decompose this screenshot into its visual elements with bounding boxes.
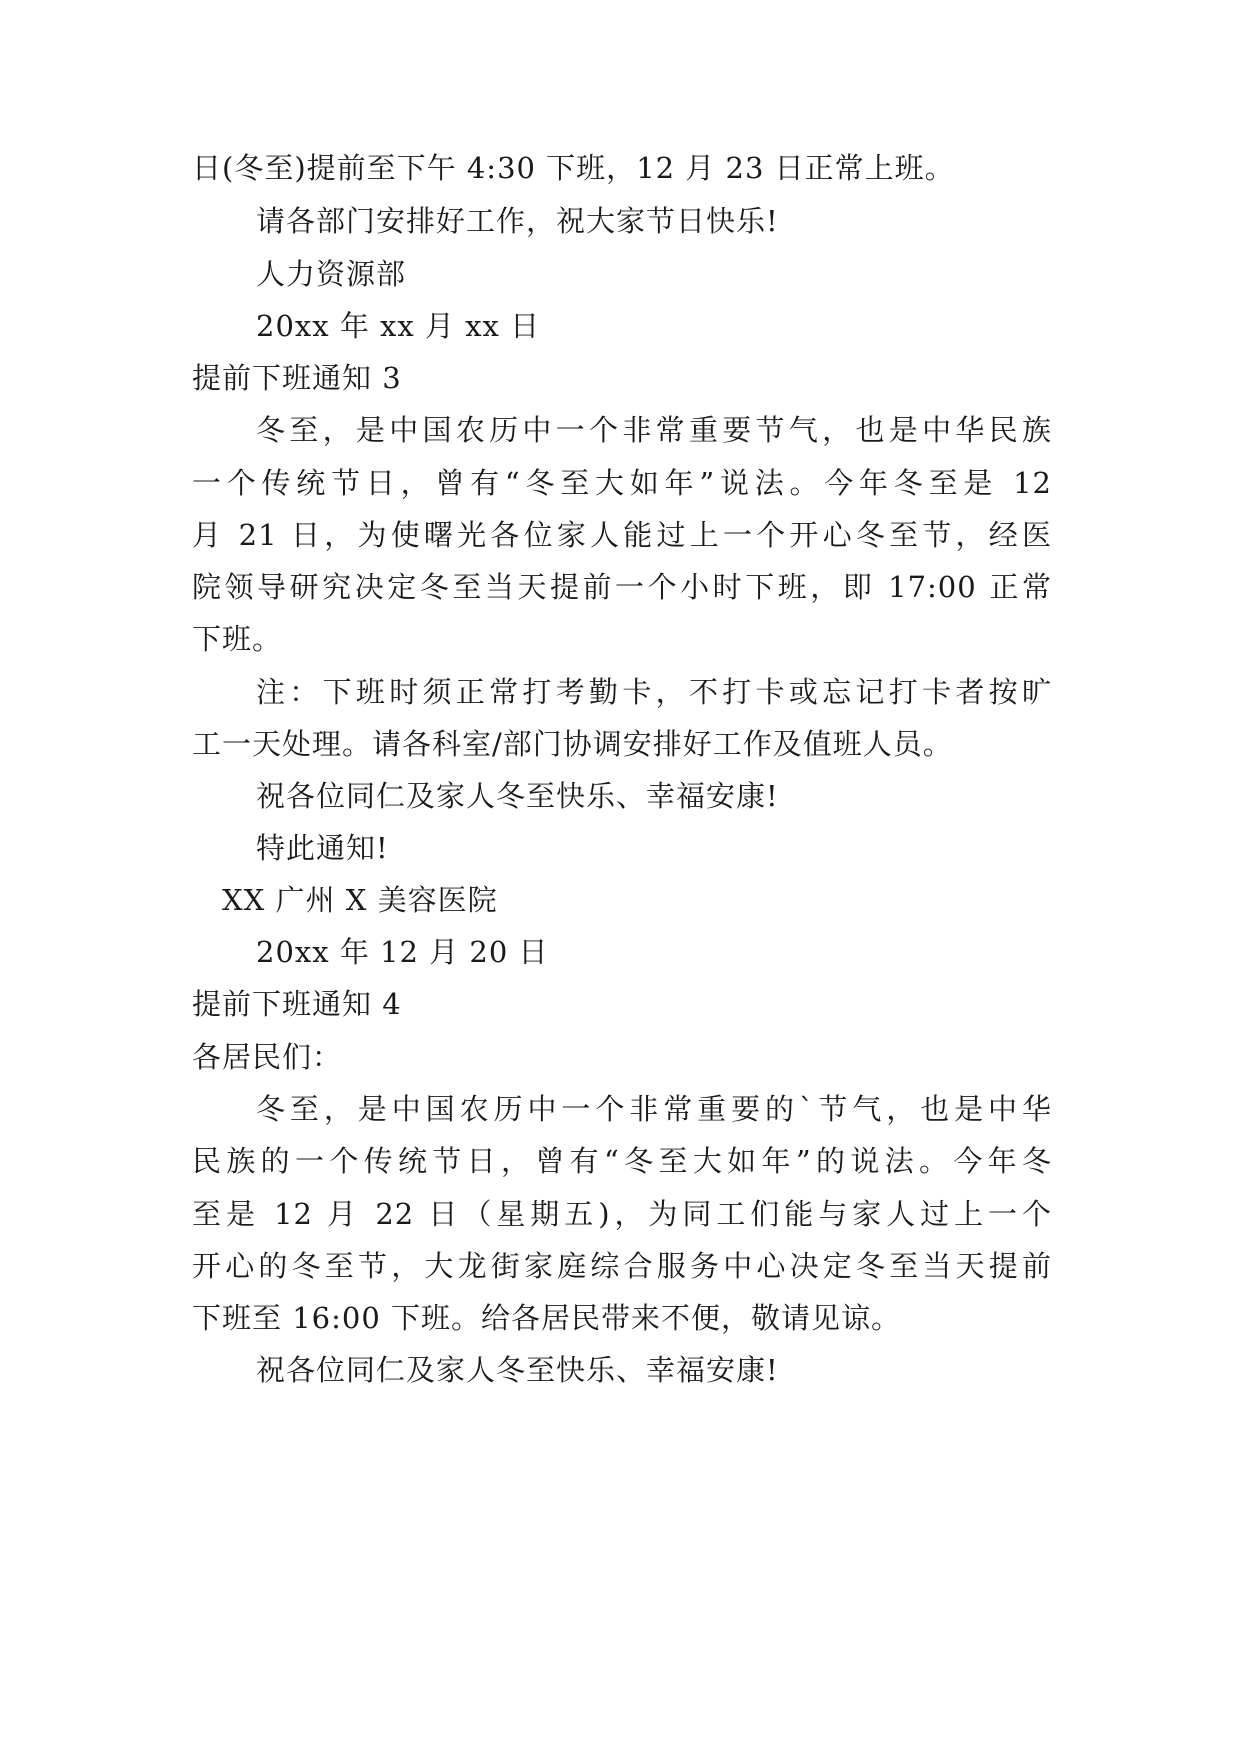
wishes-line-2: 祝各位同仁及家人冬至快乐、幸福安康! [256,1353,779,1387]
paragraph-line-8: 月 21 日，为使曙光各位家人能过上一个开心冬至节，经医 [192,518,1052,552]
paragraph-line-9: 院领导研究决定冬至当天提前一个小时下班，即 17:00 正常 [192,570,1052,604]
paragraph-line-23: 下班至 16:00 下班。给各居民带来不便，敬请见谅。 [192,1301,902,1335]
signature-date: 20xx 年 xx 月 xx 日 [256,309,541,343]
paragraph-line-19: 冬至，是中国农历中一个非常重要的`节气，也是中华 [256,1092,1052,1126]
paragraph-line-10: 下班。 [192,622,283,656]
notice-closing: 特此通知! [256,831,389,865]
wishes-line: 祝各位同仁及家人冬至快乐、幸福安康! [256,779,779,813]
paragraph-line-20: 民族的一个传统节日，曾有“冬至大如年”的说法。今年冬 [192,1144,1052,1178]
note-line-1: 注：下班时须正常打考勤卡，不打卡或忘记打卡者按旷 [256,675,1052,709]
paragraph-line-22: 开心的冬至节，大龙街家庭综合服务中心决定冬至当天提前 [192,1249,1052,1283]
section-heading-4: 提前下班通知 4 [192,987,402,1021]
notice-date: 20xx 年 12 月 20 日 [256,935,549,969]
paragraph-line-7: 一个传统节日，曾有“冬至大如年”说法。今年冬至是 12 [192,466,1052,500]
paragraph-line-21: 至是 12 月 22 日（星期五)，为同工们能与家人过上一个 [192,1197,1052,1231]
department-signature: 人力资源部 [256,257,407,291]
paragraph-line-2: 请各部门安排好工作，祝大家节日快乐! [256,204,779,238]
paragraph-line-1: 日(冬至)提前至下午 4:30 下班，12 月 23 日正常上班。 [192,151,955,185]
hospital-signature: XX 广州 X 美容医院 [222,883,498,917]
paragraph-line-6: 冬至，是中国农历中一个非常重要节气，也是中华民族 [256,413,1052,447]
salutation: 各居民们： [192,1040,343,1074]
note-line-2: 工一天处理。请各科室/部门协调安排好工作及值班人员。 [192,727,953,761]
section-heading-3: 提前下班通知 3 [192,361,402,395]
